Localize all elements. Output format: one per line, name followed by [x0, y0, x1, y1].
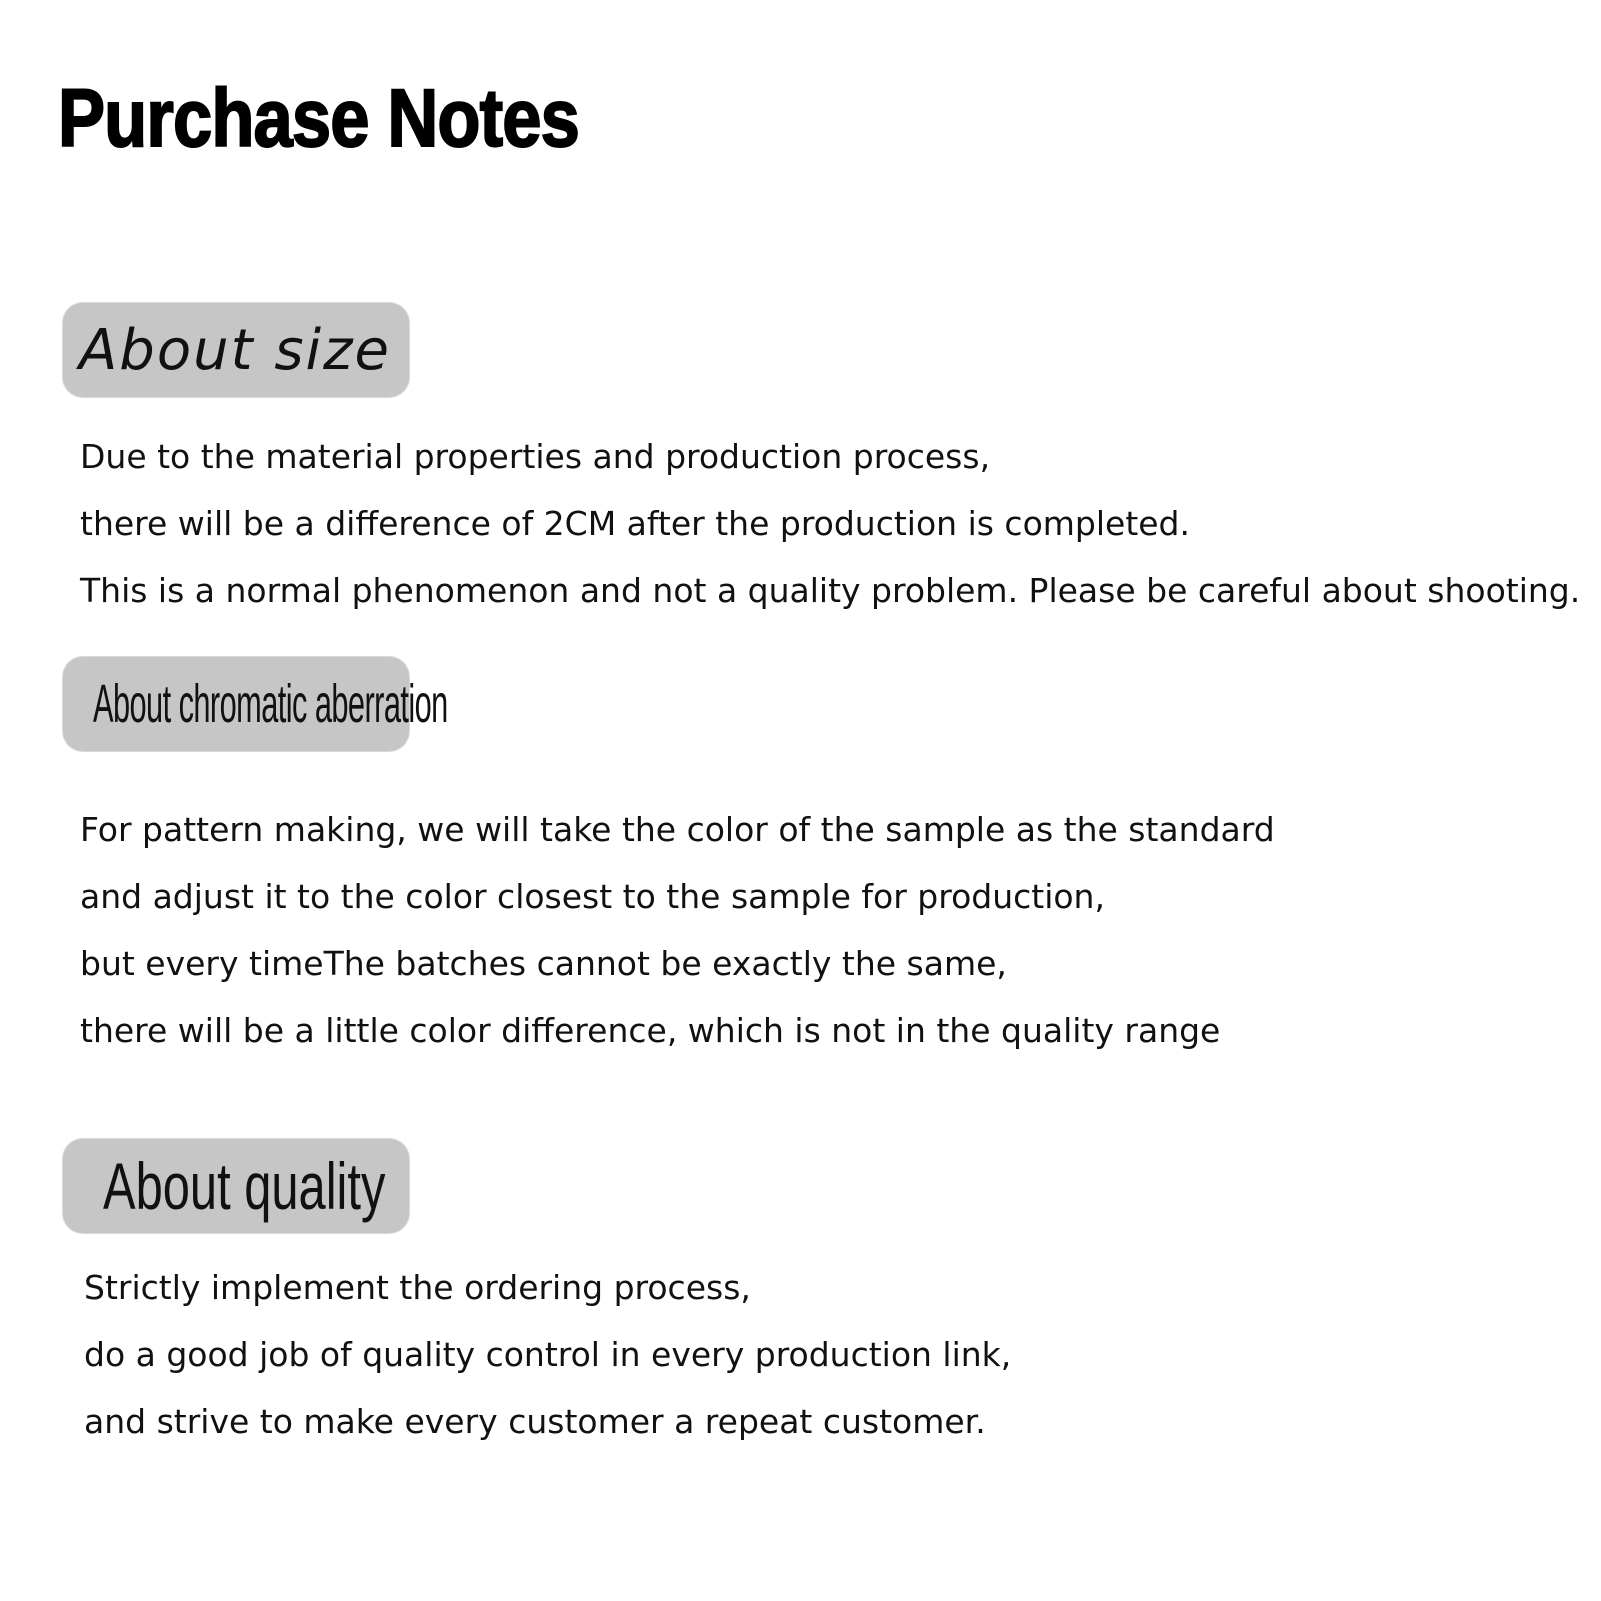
section-body-chromatic-aberration: [80, 796, 1275, 1064]
section-heading-size-label: About size: [79, 317, 391, 383]
section-heading-quality-label: About quality: [103, 1149, 386, 1223]
body-line: there will be a difference of 2CM after the production is completed.: [80, 504, 1190, 543]
body-line: there will be a little color difference, which is not in the quality range: [80, 1011, 1221, 1050]
section-body-quality: [84, 1254, 1011, 1455]
body-line: This is a normal phenomenon and not a quality problem. Please be careful about shooting.: [80, 571, 1581, 610]
section-heading-chromatic-aberration-label: About chromatic aberration: [93, 674, 448, 734]
body-line: and adjust it to the color closest to the sample for production,: [80, 877, 1105, 916]
body-line: Due to the material properties and production process,: [80, 437, 991, 476]
section-body-size: [80, 423, 1580, 624]
body-line: and strive to make every customer a repeat customer.: [84, 1402, 986, 1441]
body-line: Strictly implement the ordering process,: [84, 1268, 751, 1307]
section-heading-chromatic-aberration: [63, 657, 448, 751]
body-line: but every timeThe batches cannot be exactly the same,: [80, 944, 1007, 983]
page-title: Purchase Notes: [58, 73, 579, 164]
body-line: do a good job of quality control in every production link,: [84, 1335, 1012, 1374]
body-line: For pattern making, we will take the color of the sample as the standard: [80, 810, 1275, 849]
section-heading-size: [63, 303, 409, 397]
section-heading-quality: [63, 1139, 409, 1233]
